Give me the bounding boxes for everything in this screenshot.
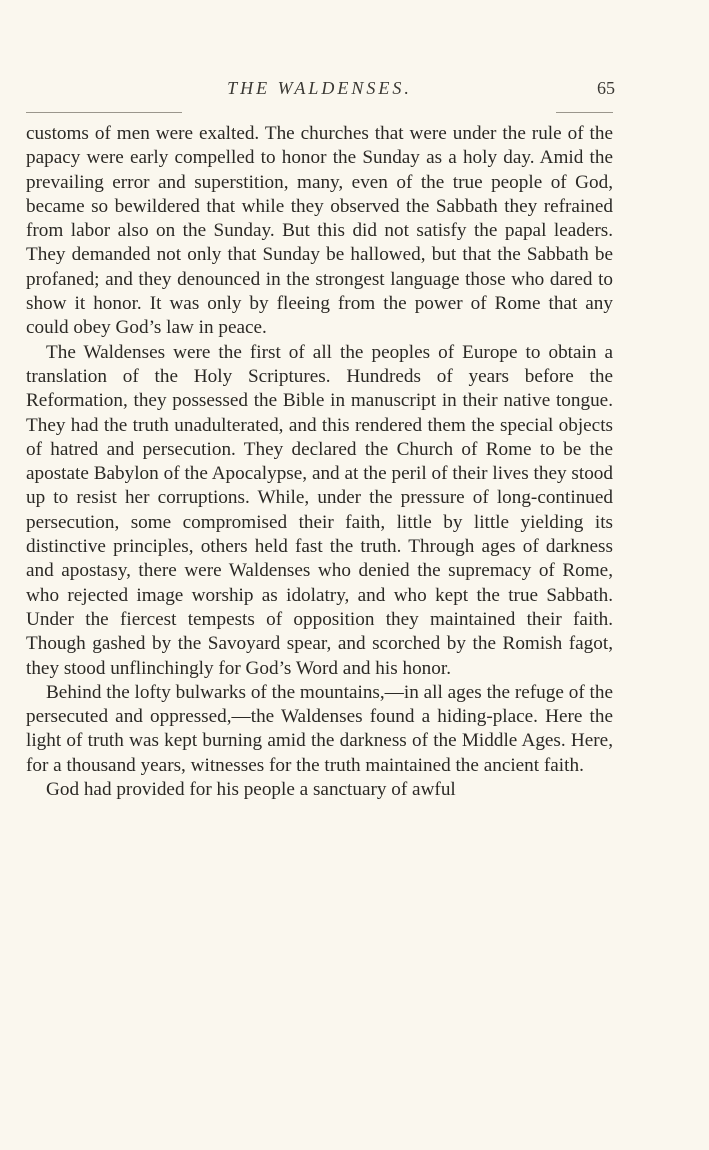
paragraph-sanctuary: God had provided for his people a sanctuary of awful [46,779,456,801]
body-text [26,122,613,802]
running-head-title: THE WALDENSES. [227,78,412,98]
page-number: 65 [597,78,615,98]
paragraph-waldenses-scriptures: The Waldenses were the first of all the peoples of Europe to obtain a translation of the Holy Scriptures. Hundreds of years before the Reformation, they possessed the Bible in manuscript in their native tongue. They had the truth unadulterated, and this rendered them the special objects of hatred and persecution. They declared the Church of Rome to be the apostate Babylon of the Apocalypse, and at the peril of their lives they stood up to resist her corruptions. While, under the pressure of long-continued persecution, some compromised their faith, little by little yielding its distinctive principles, others held fast the truth. Through ages of darkness and apostasy, there were Waldenses who denied the supremacy of Rome, who rejected image worship as idolatry, and who kept the true Sabbath. Under the fiercest tempests of opposition they maintained their faith. Though gashed by the Savoyard spear, and scorched by the Romish fagot, they stood unflinchingly for God’s Word and his honor. [26,341,613,679]
header-rule-right [556,112,613,113]
paragraph-continued: customs of men were exalted. The churches that were under the rule of the papacy were early compelled to honor the Sunday as a holy day. Amid the prevailing error and superstition, many, even of the true people of God, became so bewildered that while they observed the Sabbath they refrained from labor also on the Sunday. But this did not satisfy the papal leaders. They demanded not only that Sunday be hallowed, but that the Sabbath be profaned; and they denounced in the strongest language those who dared to show it honor. It was only by fleeing from the power of Rome that any could obey God’s law in peace. [26,123,613,339]
header-rule-left [26,112,182,113]
running-head [26,78,613,102]
paragraph-mountain-refuge: Behind the lofty bulwarks of the mountains,—in all ages the refuge of the persecuted and oppressed,—the Waldenses found a hiding-place. Here the light of truth was kept burning amid the darkness of the Middle Ages. Here, for a thousand years, witnesses for the truth maintained the ancient faith. [26,681,613,776]
